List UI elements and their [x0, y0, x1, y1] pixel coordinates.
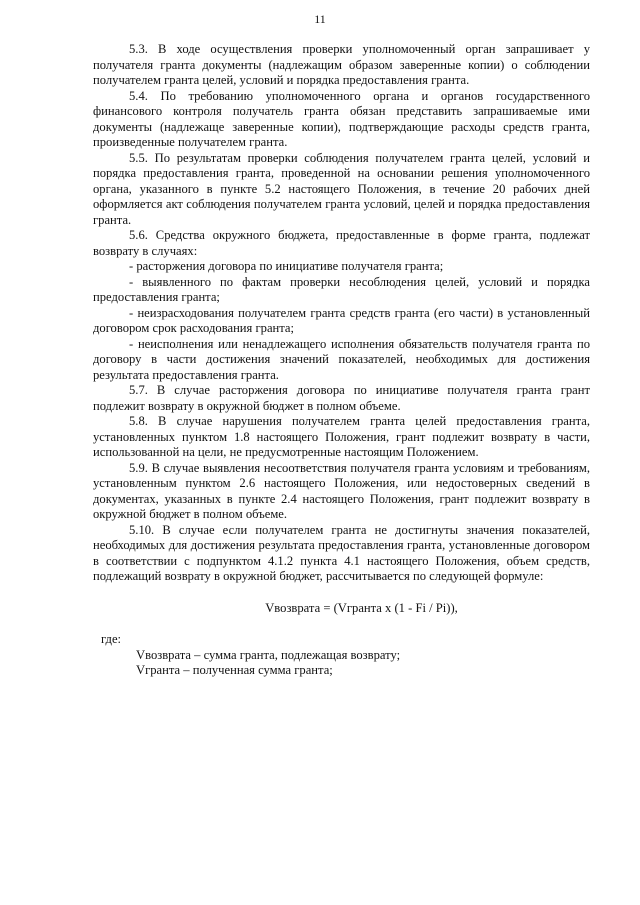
document-body — [93, 42, 590, 679]
return-formula: Vвозврата = (Vгранта x (1 - Fi / Pi)), — [265, 600, 458, 615]
list-item-termination: - расторжения договора по инициативе получателя гранта; — [129, 259, 444, 273]
list-item-unspent: - неизрасходования получателем гранта средств гранта (его части) в установленный договором срок расходования гранта; — [93, 305, 590, 335]
definition-v-grant: Vгранта – полученная сумма гранта; — [136, 663, 333, 677]
paragraph-5-6: 5.6. Средства окружного бюджета, предоставленные в форме гранта, подлежат возврату в случаях: — [93, 228, 590, 258]
paragraph-5-8: 5.8. В случае нарушения получателем гранта целей предоставления гранта, установленных пунктом 1.8 настоящего Положения, грант подлежит возврату в части, использованной на цели, не предусмотренные настоящим Положением. — [93, 414, 590, 459]
paragraph-5-9: 5.9. В случае выявления несоответствия получателя гранта условиям и требованиям, установленным пунктом 2.6 настоящего Положения, или недостоверных сведений в документах, указанных в пункте 2.4 настоящего Положения, грант подлежит возврату в окружной бюджет в полном объеме. — [93, 460, 590, 521]
paragraph-5-7: 5.7. В случае расторжения договора по инициативе получателя гранта грант подлежит возврату в окружной бюджет в полном объеме. — [93, 383, 590, 413]
paragraph-5-10: 5.10. В случае если получателем гранта не достигнуты значения показателей, необходимых для достижения результата предоставления гранта, установленные договором в соответствии с подпунктом 4.1.2 пункта 4.1 настоящего Положения, объем средств, подлежащий возврату в окружной бюджет, рассчитывается по следующей формуле: — [93, 522, 590, 583]
list-item-violation: - выявленного по фактам проверки несоблюдения целей, условий и порядка предоставления гранта; — [93, 274, 590, 304]
where-label: где: — [101, 632, 122, 646]
definition-v-return: Vвозврата – сумма гранта, подлежащая возврату; — [136, 647, 401, 662]
paragraph-5-5: 5.5. По результатам проверки соблюдения получателем гранта целей, условий и порядка предоставления гранта, проведенной на основании решения уполномоченного органа, указанного в пункте 5.2 настоящего Положения, в течение 20 рабочих дней оформляется акт соблюдения получателем гранта условий, целей и порядка предоставления гранта. — [93, 150, 590, 227]
list-item-nonfulfillment: - неисполнения или ненадлежащего исполнения обязательств получателя гранта по договору в части достижения значений показателей, необходимых для достижения результата предоставления гранта. — [93, 336, 590, 382]
paragraph-5-3: 5.3. В ходе осуществления проверки уполномоченный орган запрашивает у получателя гранта документы (надлежащим образом заверенные копии) о соблюдении получателем гранта целей, условий и порядка предоставления гранта. — [93, 42, 590, 87]
paragraph-5-4: 5.4. По требованию уполномоченного органа и органов государственного финансового контроля получатель гранта обязан представить запрашиваемые ими документы (надлежаще заверенные копии), подтверждающие расходы средств гранта, произведенные получателем гранта. — [93, 88, 590, 149]
page-number: 11 — [314, 12, 326, 26]
